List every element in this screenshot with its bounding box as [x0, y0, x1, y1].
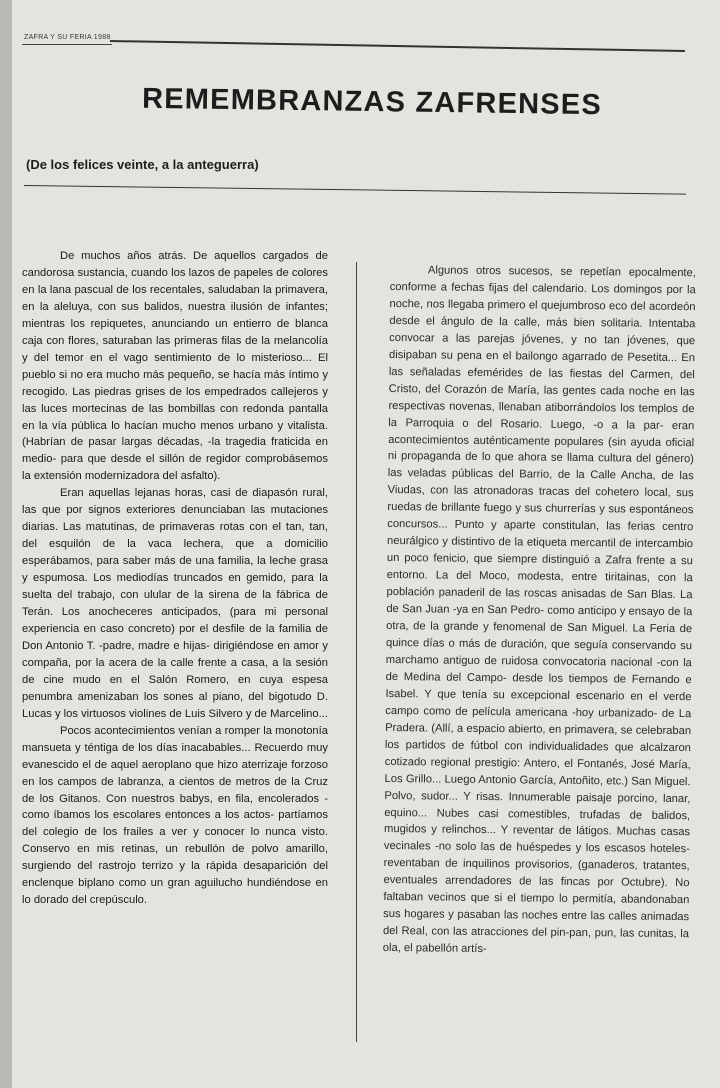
- running-head: ZAFRA Y SU FERIA 1988: [24, 34, 111, 41]
- paragraph: Eran aquellas lejanas horas, casi de diapasón rural, las que por signos exteriores denunciaban las mutaciones diarias. Las matutinas, de primaveras rotas con el tan, tan, del esquilón de la vaca lechera, que a domicilio esperábamos, para saber más de una familia, la leche grasa y espumosa. Los mediodías truncados en gemido, para la suelta del trabajo, con ulular de la sirena de la fábrica de Terán. Los anocheceres anticipados, (para mi personal experiencia en caso concreto) por el desfile de la familia de Don Antonio T. -padre, madre e hijas- dirigiéndose en amor y compaña, por la acera de la calle frente a casa, a la sesión de cine mudo en el Salón Romero, en cuya espesa penumbra amenizaban los sones al piano, del bigotudo D. Lucas y los virtuosos violines de Luis Silvero y de Marcelino...: [22, 487, 328, 720]
- right-column: [383, 262, 696, 960]
- magazine-page: [12, 0, 720, 1088]
- subtitle-rule: [24, 185, 686, 195]
- left-column: [22, 248, 328, 909]
- paragraph: Pocos acontecimientos venían a romper la monotonía mansueta y téntiga de los días inacabables... Recuerdo muy evanescido el de aquel aeroplano que hizo aterrizaje forzoso en los campos de labranza, a cientos de metros de la Cruz de los Gitanos. Con nuestros babys, en fila, encolerados -como íbamos los escolares entonces a los actos- partíamos del colegio de los frailes a ver y conocer lo nunca visto. Conservo en mis retinas, un rebullón de polvo amarillo, surgiendo del rastrojo terrizo y la rápida desaparición del enclenque biplano como un gran aguilucho hundiéndose en lo dorado del crepúsculo.: [22, 724, 328, 907]
- header-rule: [110, 40, 685, 52]
- paragraph: De muchos años atrás. De aquellos cargados de candorosa sustancia, cuando los lazos de papeles de colores en la lana pascual de los recentales, saludaban la primavera, en la aleluya, con sus balidos, nuestra ilusión de infantes; mientras los repiquetes, anunciando un entierro de blanca caja con flores, saturaban las primeras filas de la melancolía y del temor en el vago sentimiento de lo misterioso... El pueblo si no era mucho más pequeño, se hacía más íntimo y recogido. Las piedras grises de los empedrados callejeros y las luces mortecinas de las bombillas con redonda pantalla en la vía pública lo hacían mucho menos urbano y vitalista. (Habrían de pasar largas décadas, -la tragedia fraticida en medio- para que desde el sillón de regidor comprobásemos la extensión modernizadora del asfalto).: [22, 250, 328, 483]
- header-rule-left: [22, 44, 112, 45]
- article-title: REMEMBRANZAS ZAFRENSES: [141, 82, 603, 122]
- column-divider: [356, 262, 357, 1042]
- article-subtitle: (De los felices veinte, a la anteguerra): [26, 157, 259, 172]
- paragraph: Algunos otros sucesos, se repetían epocalmente, conforme a fechas fijas del calendario. Los domingos por la noche, nos llegaba primero el quejumbroso eco del acordeón desde el ángulo de la calle, más bien solitaria. Intentaba convocar a las parejas jóvenes, y no tan jóvenes, que disipaban su pena en el bailongo agarrado de Pesetita... En las señaladas efemérides de las fiestas del Carmen, del Cristo, del Corazón de María, las gentes cada noche en las respectivas novenas, llenaban atiborrándolos los templos de la Parroquia o del Rosario. Luego, -o a la par- eran acontecimientos auténticamente populares (sin ayuda oficial ni propaganda de lo que ahora se llama cultura del género) las veladas públicas del Barrio, de la Calle Ancha, de las Viudas, con las atronadoras tracas del cohetero local, sus ruedas de brillante fuego y sus churrerías y sus espontáneos concursos... Punto y aparte constitulan, las ferias centro neurálgico y distintivo de la etiqueta mercantil de intercambio un poco fenicio, que siempre distinguió a Zafra frente a su entorno. La del Moco, modesta, entre tiritainas, con la población panaderil de las roscas anisadas de San Blas. La de San Juan -ya en San Pedro- como anticipo y ensayo de la otra, de la grande y fenomenal de San Miguel. La Feria de quince días o más de duración, que seguía conservando su marchamo antiguo de ruidosa convocatoria nacional -con la de Medina del Campo- desde los tiempos de Fernando e Isabel. Y que tenía su excepcional escenario en el verde campo como de película americana -hoy urbanizado- de La Pradera. (Allí, a espacio abierto, en primavera, se celebraban los partidos de fútbol con individualidades que alcalzaron cotizado regional prestigio: Antero, el Fontanés, José María, Los Grillo... Luego Antonio García, Antoñito, etc.) San Miguel. Polvo, sudor... Y risas. Innumerable paisaje porcino, lanar, equino... Nubes casi comestibles, trufadas de balidos, mugidos y relinchos... Y reventar de látigos. Muchas casas vecinales -no solo las de huéspedes y los escasos hoteles- reventaban de inquilinos provisorios, (ganaderos, tratantes, eventuales arrendadores de las fincas por Octubre). No faltaban vecinos que si el tiempo lo permitía, abandonaban sus hogares y pasaban las noches entre las calles animadas del Real, con las atracciones del pin-pan, pun, las cunitas, la ola, el pabellón artís-: [382, 264, 696, 956]
